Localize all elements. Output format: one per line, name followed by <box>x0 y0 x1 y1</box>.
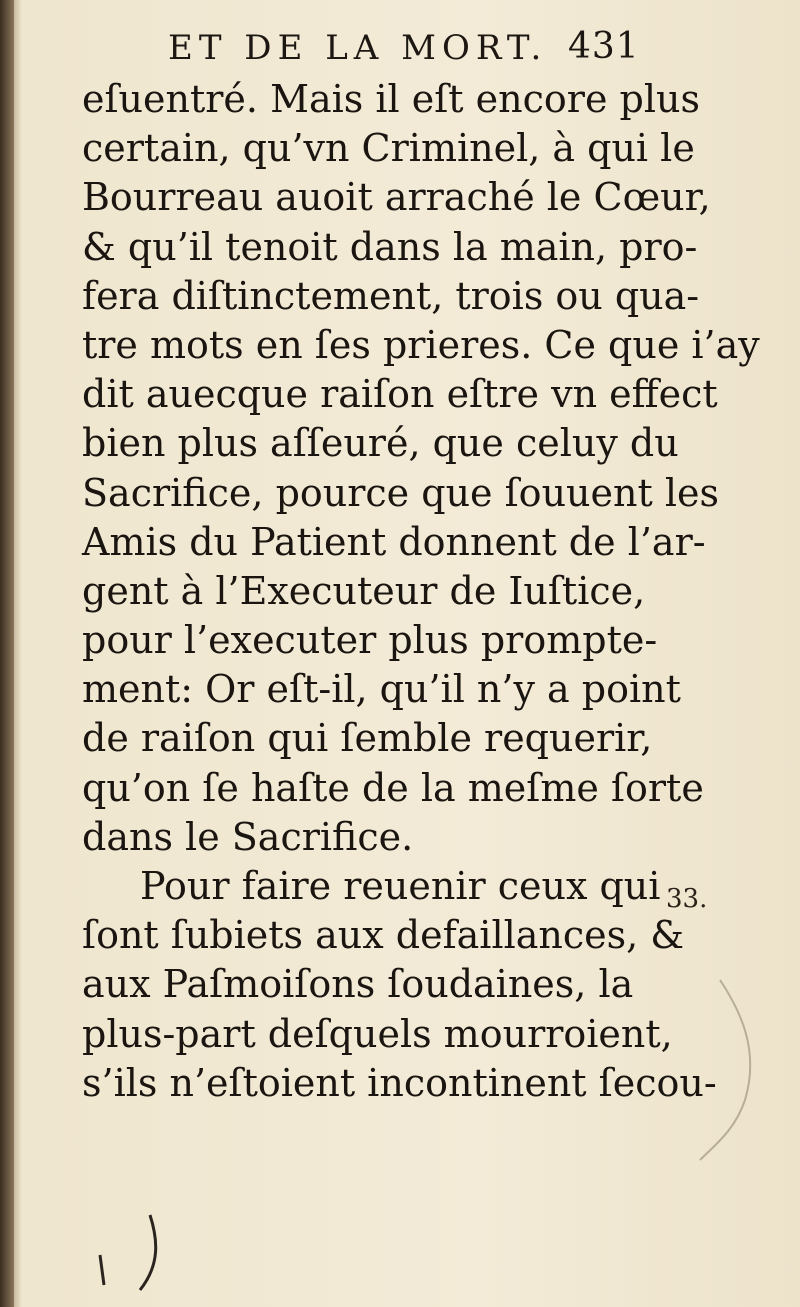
text-line: gent à l’Executeur de Iuſtice, <box>82 568 646 613</box>
text-line: fera diſtinctement, trois ou qua- <box>82 273 700 318</box>
text-line: Bourreau auoit arraché le Cœur, <box>82 175 711 220</box>
pencil-stroke-icon <box>100 1255 104 1285</box>
text-line: de raiſon qui ſemble requerir, <box>82 716 653 761</box>
text-line: ment: Or eſt-il, qu’il n’y a point <box>82 667 681 712</box>
text-line: pour l’executer plus prompte- <box>82 618 658 663</box>
running-title: ET DE LA MORT. <box>168 28 548 68</box>
text-line: bien plus aſſeuré, que celuy du <box>82 421 679 466</box>
text-line: eſuentré. Mais il eſt encore plus <box>82 77 700 121</box>
margin-note: 33. <box>666 884 708 914</box>
text-line: Amis du Patient donnent de l’ar- <box>82 519 706 564</box>
text-line: certain, qu’vn Criminel, à qui le <box>82 126 695 171</box>
text-line: qu’on ſe haſte de la meſme ſorte <box>82 765 704 810</box>
text-line: plus-part deſquels mourroient, <box>82 1011 673 1056</box>
page-number: 431 <box>568 26 640 67</box>
text-line: s’ils n’eſtoient incontinent ſecou- <box>82 1060 717 1105</box>
text-line: tre mots en ſes prieres. Ce que i’ay <box>82 322 760 367</box>
pencil-stroke-icon <box>140 1215 156 1290</box>
text-line: aux Paſmoiſons ſoudaines, la <box>82 962 634 1007</box>
text-line: & qu’il tenoit dans la main, pro- <box>82 224 698 269</box>
text-line: dit auecque raiſon eſtre vn effect <box>82 372 718 417</box>
text-line: Sacrifice, pource que ſouuent les <box>82 470 719 515</box>
text-line: ſont ſubiets aux defaillances, & <box>82 913 685 958</box>
faint-pencil-curve-icon <box>700 980 750 1160</box>
text-line: dans le Sacrifice. <box>82 814 414 859</box>
paragraph-start-line: Pour faire reuenir ceux qui <box>140 864 661 908</box>
